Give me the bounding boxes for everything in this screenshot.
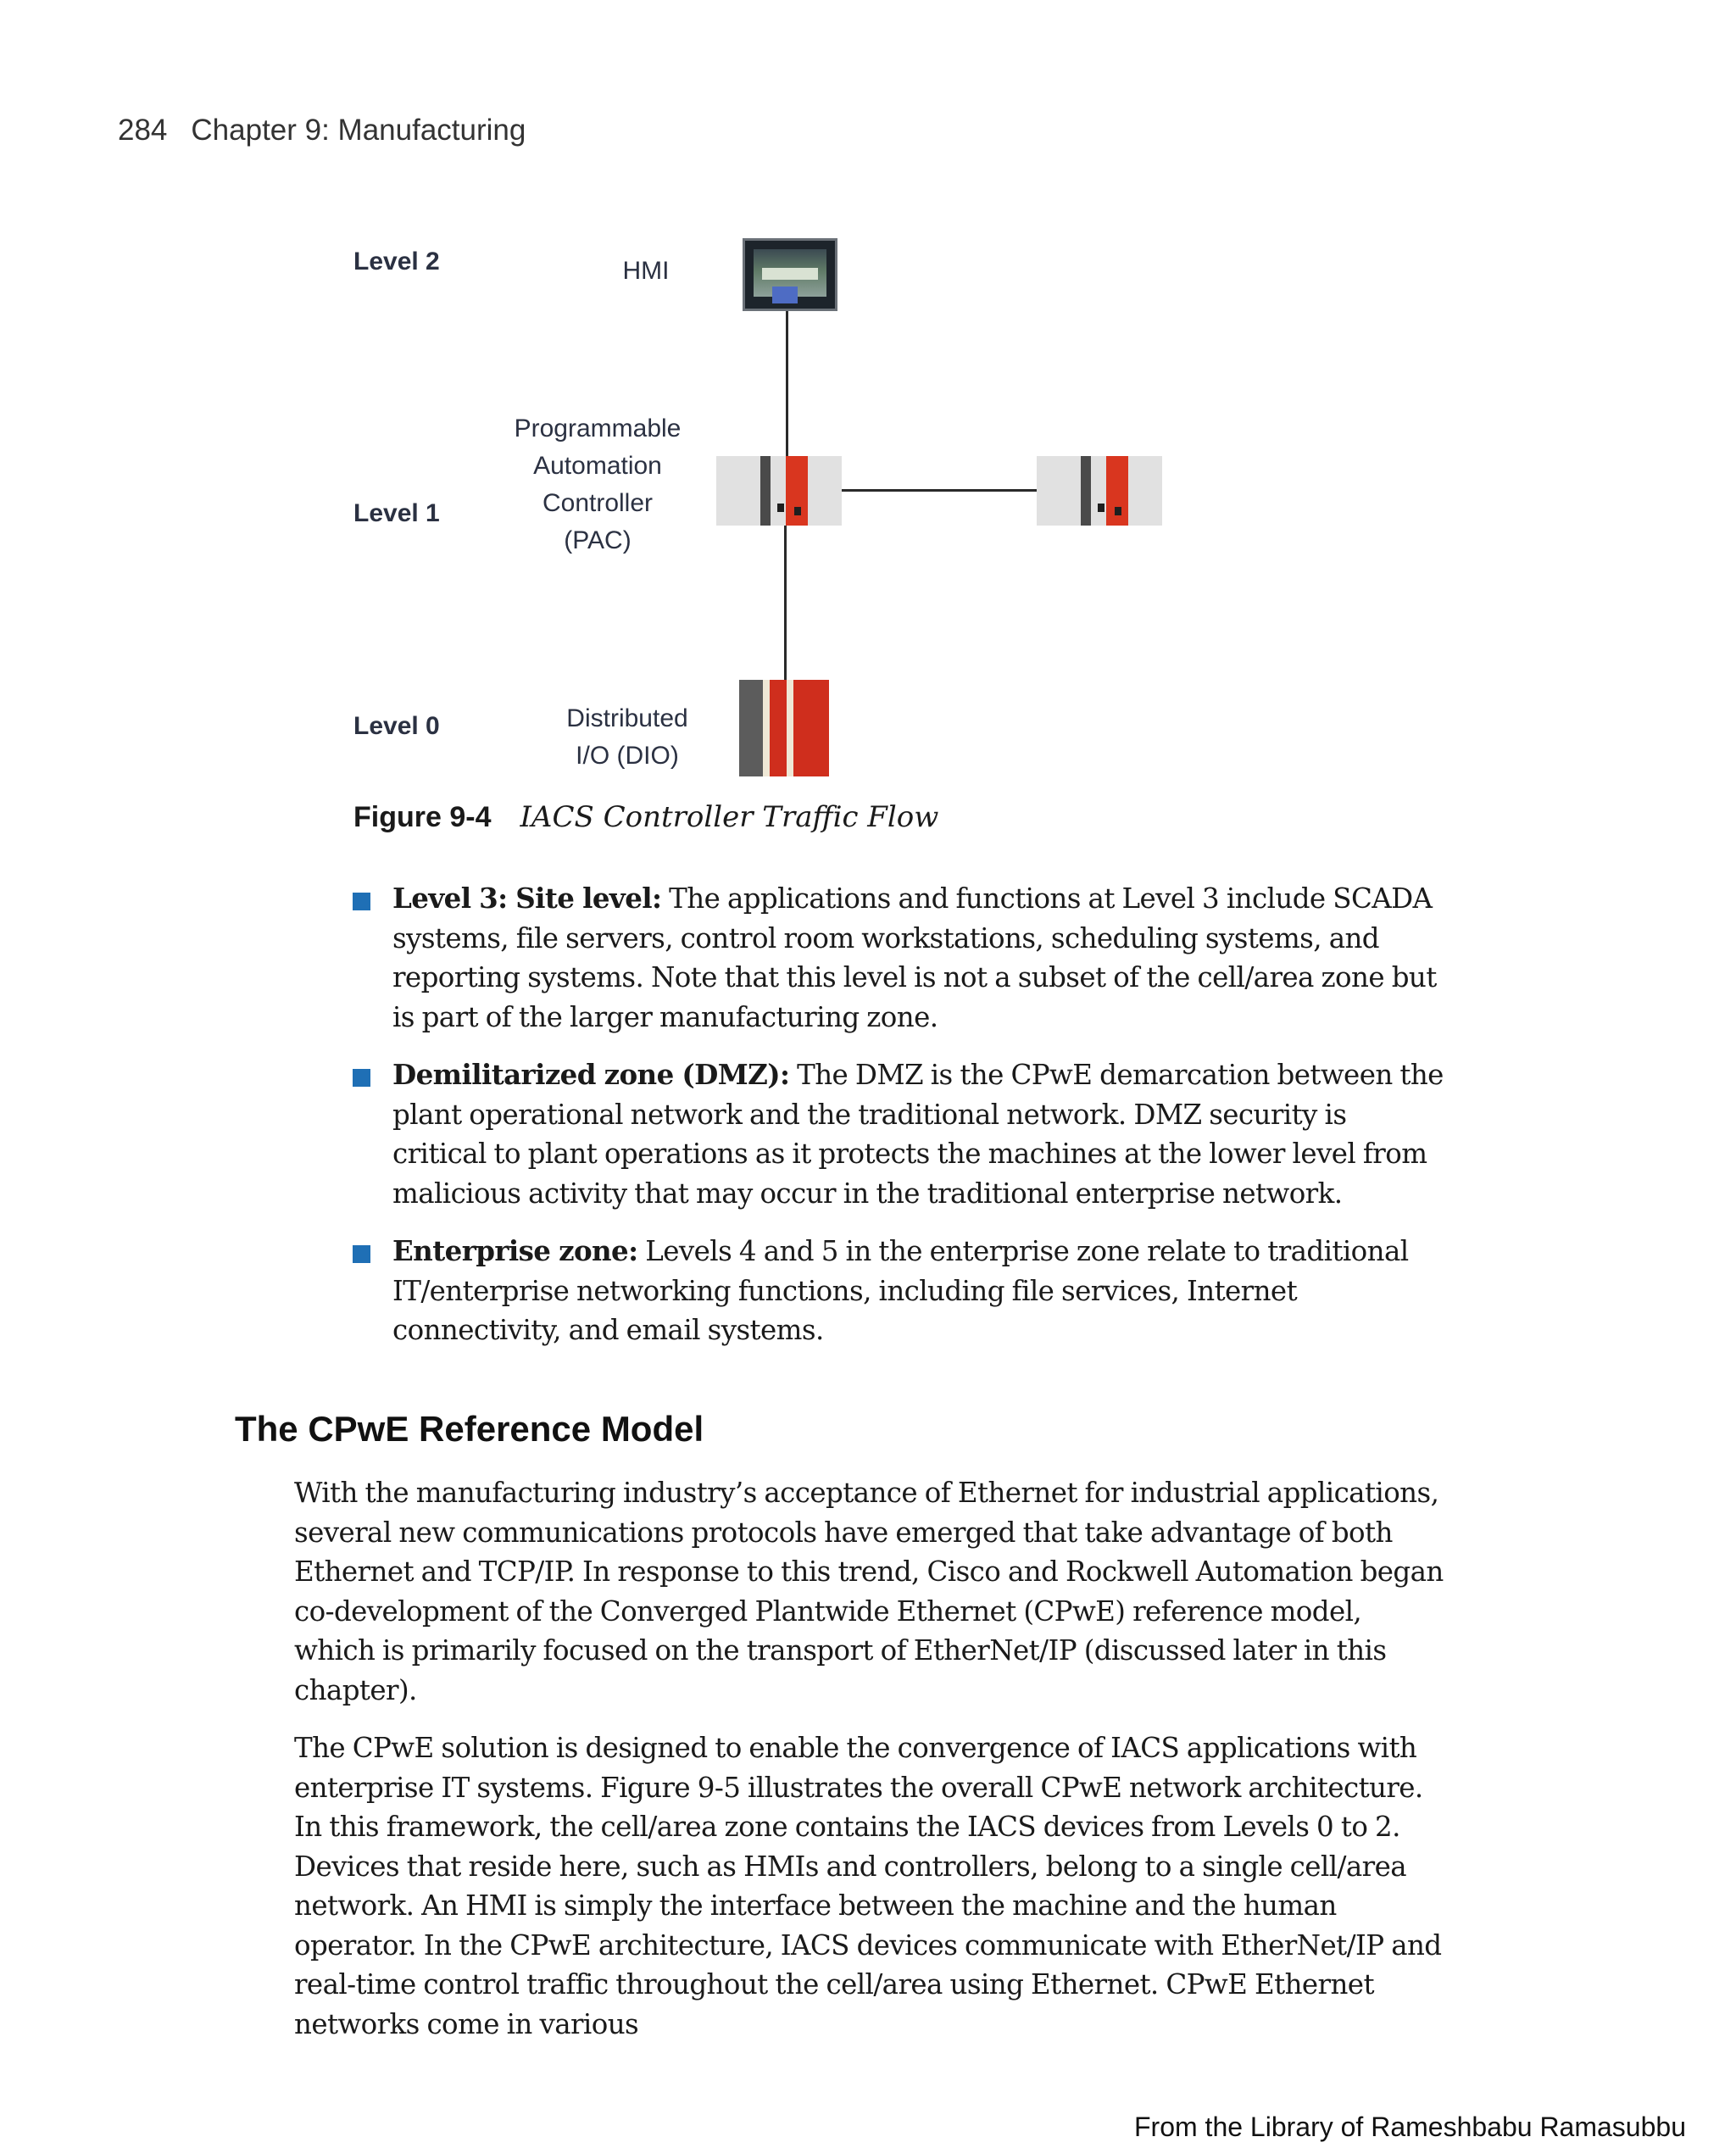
dio-label-line: I/O (DIO) <box>576 742 679 770</box>
bullet-text: The DMZ is the CPwE demarcation between the plant operational network and the traditional network. DMZ security is critical to plant operations as it protects the machines at the lower level from malicious activity that may occur in the traditional enterprise network. <box>392 1059 1444 1210</box>
page-number: 284 <box>118 114 168 147</box>
level-2-label: Level 2 <box>353 248 440 275</box>
bullet-list <box>353 879 1446 1369</box>
section-body <box>294 1473 1447 2062</box>
bullet-term: Demilitarized zone (DMZ): <box>392 1058 790 1091</box>
level-1-label: Level 1 <box>353 499 440 527</box>
list-item <box>353 879 1446 1037</box>
pac-label-line: Automation <box>533 452 662 480</box>
library-footer: From the Library of Rameshbabu Ramasubbu <box>1134 2112 1686 2142</box>
running-header <box>118 114 526 147</box>
bullet-text: Levels 4 and 5 in the enterprise zone relate to traditional IT/enterprise networking functions, including file services, Internet connectivity, and email systems. <box>392 1235 1409 1346</box>
dio-device-image <box>739 680 829 776</box>
pac-label-line: Controller <box>542 489 654 517</box>
dio-label-line: Distributed <box>566 704 688 732</box>
bullet-term: Level 3: Site level: <box>392 882 662 915</box>
figure-title: IACS Controller Traffic Flow <box>520 800 939 834</box>
hmi-pac-link <box>786 310 788 456</box>
list-item <box>353 1232 1446 1350</box>
hmi-device-image <box>743 238 837 311</box>
section-heading: The CPwE Reference Model <box>235 1409 704 1449</box>
bullet-square-icon <box>353 1069 370 1087</box>
list-item <box>353 1055 1446 1213</box>
level-0-label: Level 0 <box>353 712 440 740</box>
bullet-square-icon <box>353 1245 370 1263</box>
pac-device-image <box>716 456 842 526</box>
bullet-text: The applications and functions at Level 3 include SCADA systems, file servers, control room workstations, scheduling systems, and reporting systems. Note that this level is not a subset of the cell/area zone but is part of the larger manufacturing zone. <box>392 882 1437 1033</box>
paragraph: The CPwE solution is designed to enable the convergence of IACS applications with enterprise IT systems. Figure 9-5 illustrates the overall CPwE network architecture. In this framework, the cell/area zone contains the IACS devices from Levels 0 to 2. Devices that reside here, such as HMIs and controllers, belong to a single cell/area network. An HMI is simply the interface between the machine and the human operator. In the CPwE architecture, IACS devices communicate with EtherNet/IP and real-time control traffic throughout the cell/area using Ethernet. CPwE Ethernet networks come in various <box>294 1732 1442 2040</box>
bullet-square-icon <box>353 893 370 910</box>
figure-number: Figure 9-4 <box>353 801 492 833</box>
paragraph: With the manufacturing industry’s acceptance of Ethernet for industrial applications, several new communications protocols have emerged that take advantage of both Ethernet and TCP/IP. In response to this trend, Cisco and Rockwell Automation began co-development of the Converged Plantwide Ethernet (CPwE) reference model, which is primarily focused on the transport of EtherNet/IP (discussed later in this chapter). <box>294 1477 1444 1706</box>
dio-label <box>526 700 729 775</box>
pac-label-line: (PAC) <box>564 526 632 554</box>
hmi-label: HMI <box>622 257 670 285</box>
pac-label <box>479 410 716 559</box>
figure-caption <box>353 800 938 834</box>
chapter-title: Chapter 9: Manufacturing <box>191 114 526 147</box>
pac-label-line: Programmable <box>514 415 682 442</box>
pac-pac-link <box>841 489 1038 492</box>
pac-dio-link <box>784 526 787 683</box>
pac-device-image <box>1037 456 1162 526</box>
bullet-term: Enterprise zone: <box>392 1234 638 1267</box>
